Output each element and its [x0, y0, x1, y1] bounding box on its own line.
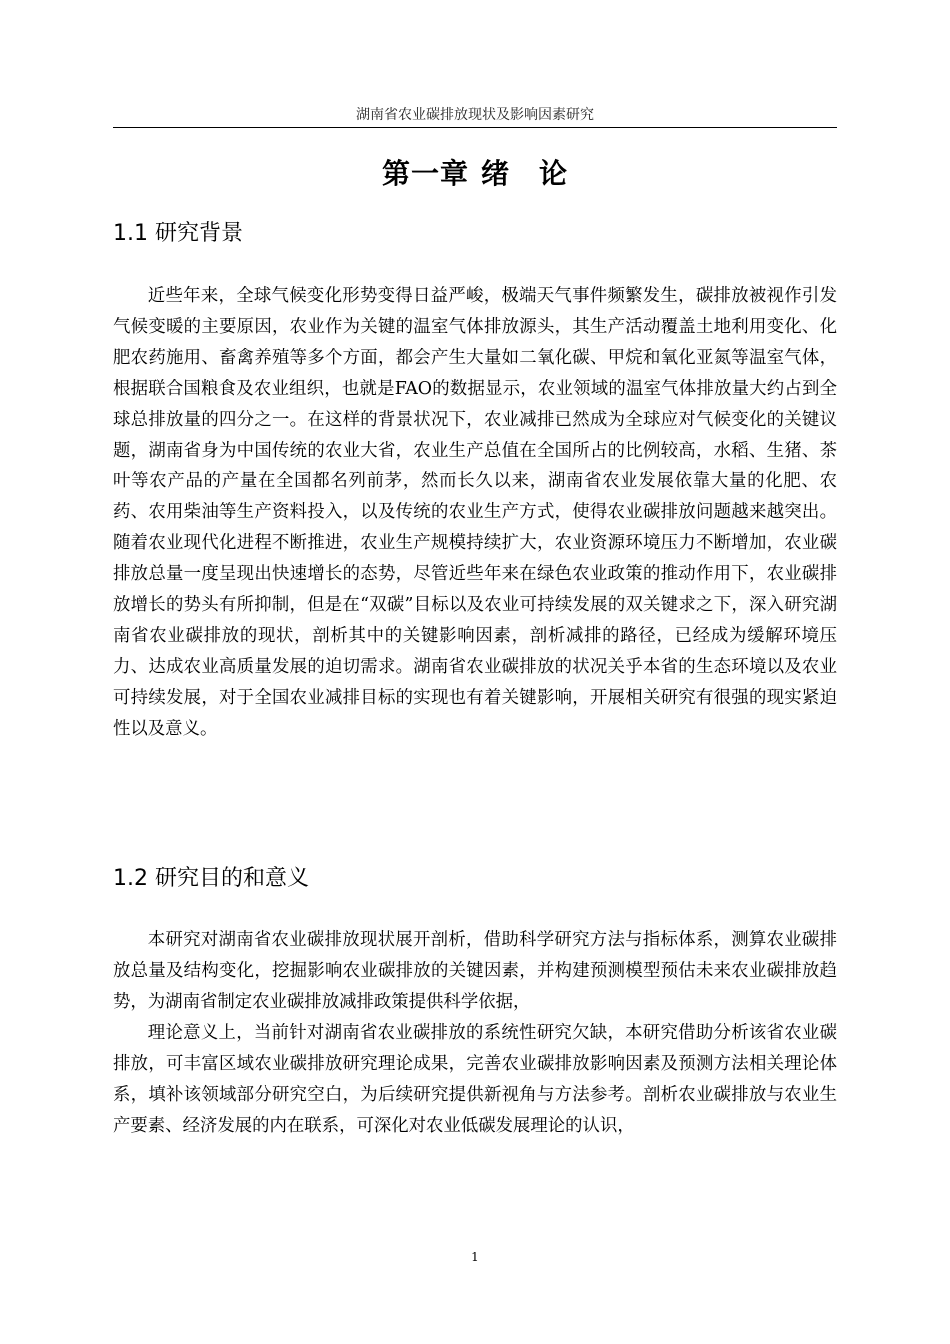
section-1-2-paragraph-2: 理论意义上，当前针对湖南省农业碳排放的系统性研究欠缺，本研究借助分析该省农业碳排放，可丰富区域农业碳排放研究理论成果，完善农业碳排放影响因素及预测方法相关理论体系，填补该领域部分研究空白，为后续研究提供新视角与方法参考。剖析农业碳排放与农业生产要素、经济发展的内在联系，可深化对农业低碳发展理论的认识，	[113, 1023, 837, 1136]
running-header: 湖南省农业碳排放现状及影响因素研究	[356, 107, 594, 123]
chapter-name: 绪 论	[481, 157, 569, 190]
chapter-title	[113, 155, 837, 193]
chapter-label: 第一章	[381, 157, 469, 190]
page-number: 1	[471, 1250, 479, 1264]
section-1-2-paragraph-1: 本研究对湖南省农业碳排放现状展开剖析，借助科学研究方法与指标体系，测算农业碳排放总量及结构变化，挖掘影响农业碳排放的关键因素，并构建预测模型预估未来农业碳排放趋势，为湖南省制定农业碳排放减排政策提供科学依据，	[113, 930, 837, 1012]
section-1-1-paragraph: 近些年来，全球气候变化形势变得日益严峻，极端天气事件频繁发生，碳排放被视作引发气候变暖的主要原因，农业作为关键的温室气体排放源头，其生产活动覆盖土地利用变化、化肥农药施用、畜禽养殖等多个方面，都会产生大量如二氧化碳、甲烷和氧化亚氮等温室气体，根据联合国粮食及农业组织，也就是FAO的数据显示，农业领域的温室气体排放量大约占到全球总排放量的四分之一。在这样的背景状况下，农业减排已然成为全球应对气候变化的关键议题，湖南省身为中国传统的农业大省，农业生产总值在全国所占的比例较高，水稻、生猪、茶叶等农产品的产量在全国都名列前茅，然而长久以来，湖南省农业发展依靠大量的化肥、农药、农用柴油等生产资料投入，以及传统的农业生产方式，使得农业碳排放问题越来越突出。随着农业现代化进程不断推进，农业生产规模持续扩大，农业资源环境压力不断增加，农业碳排放总量一度呈现出快速增长的态势，尽管近些年来在绿色农业政策的推动作用下，农业碳排放增长的势头有所抑制，但是在“双碳”目标以及农业可持续发展的双关键求之下，深入研究湖南省农业碳排放的现状，剖析其中的关键影响因素，剖析减排的路径，已经成为缓解环境压力、达成农业高质量发展的迫切需求。湖南省农业碳排放的状况关乎本省的生态环境以及农业可持续发展，对于全国农业减排目标的实现也有着关键影响，开展相关研究有很强的现实紧迫性以及意义。	[113, 286, 837, 739]
section-heading-1-1: 1.1 研究背景	[113, 221, 243, 246]
section-heading-1-2: 1.2 研究目的和意义	[113, 866, 309, 891]
header-rule	[113, 127, 837, 128]
